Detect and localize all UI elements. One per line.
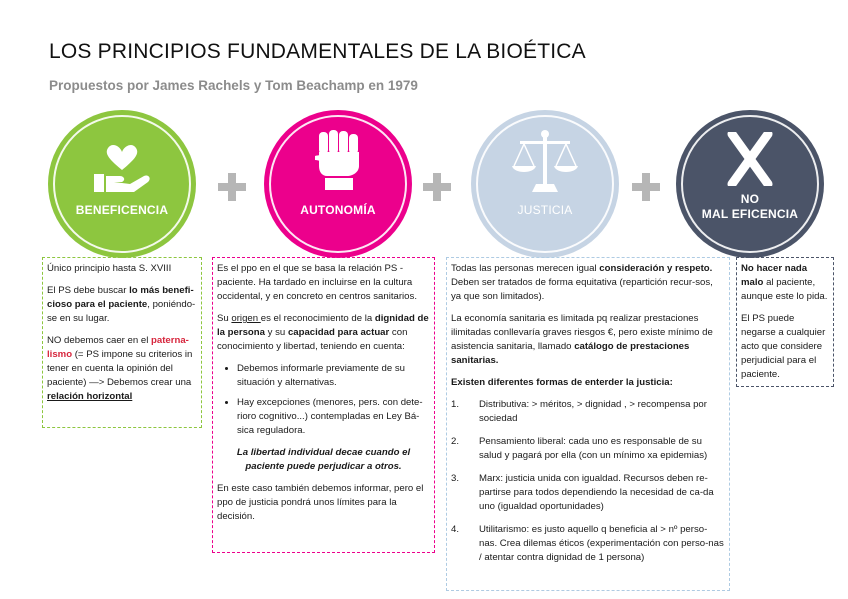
list-item: • Debemos informarle previamente de su situación y alternativas. <box>237 362 430 390</box>
no-maleficencia-circle <box>676 110 824 258</box>
list-item: 3. Marx: justicia unida con igualdad. Recursos deben re-partirse para todos dependiendo la necesidad de ca-da uno (igualdad oportunidades) <box>451 473 714 512</box>
no-maleficencia-text: El PS puede negarse a cualquier acto que considere perjudicial para el paciente. <box>741 313 826 380</box>
raised-fist-icon <box>313 128 363 192</box>
beneficencia-text: El PS debe buscar lo más benefi-cioso para el paciente, poniéndo-se en su lugar. <box>47 285 196 324</box>
beneficencia-text: Único principio hasta S. XVIII <box>47 263 172 274</box>
justicia-list <box>451 398 725 565</box>
autonomia-box <box>212 257 435 553</box>
beneficencia-circle <box>48 110 196 258</box>
justicia-box <box>446 257 730 591</box>
autonomia-text: En este caso también debemos informar, pero el ppo de justicia pondrá unos límites para la decisión. <box>217 483 424 522</box>
no-maleficencia-label: NO MAL EFICENCIA <box>701 192 799 221</box>
beneficencia-box <box>42 257 202 428</box>
justicia-heading: Existen diferentes formas de enterder la justicia: <box>451 377 673 388</box>
justicia-label: JUSTICIA <box>517 203 573 217</box>
hand-heart-icon <box>90 140 154 196</box>
autonomia-label: AUTONOMÍA <box>300 203 376 217</box>
autonomia-list <box>217 362 430 438</box>
page-title: LOS PRINCIPIOS FUNDAMENTALES DE LA BIOÉTICA <box>49 40 586 63</box>
autonomia-circle <box>264 110 412 258</box>
list-item: 2. Pensamiento liberal: cada uno es responsable de su salud y pagará por ella (con un mínimo xa epidemias) <box>451 436 708 461</box>
scales-icon <box>510 128 580 194</box>
autonomia-text: Su origen es el reconocimiento de la dignidad de la persona y su capacidad para actuar con conocimiento y libertad, teniendo en cuenta: <box>217 313 429 352</box>
list-item: • Hay excepciones (menores, pers. con dete-rioro cognitivo...) contempladas en Ley Bá-sica reguladora. <box>237 396 430 438</box>
autonomia-quote: La libertad individual decae cuando el paciente puede perjudicar a otros. <box>236 447 411 472</box>
x-icon <box>726 132 774 186</box>
list-item: 4. Utilitarismo: es justo aquello q beneficia al > nº perso-nas. Crea dilemas éticos (experimentación con perso-nas / atentar contra dignidad de 1 persona) <box>451 524 724 563</box>
list-item: 1. Distributiva: > méritos, > dignidad , > recompensa por sociedad <box>451 399 707 424</box>
justicia-text: Todas las personas merecen igual consideración y respeto. Deben ser tratados de forma equitativa (repartición recur-sos, ya que son limitados). <box>451 263 713 302</box>
no-maleficencia-text: No hacer nada malo al paciente, aunque este lo pida. <box>741 263 828 302</box>
justicia-text: La economía sanitaria es limitada pq realizar prestaciones ilimitadas conllevaría graves riesgos €, pero existe mínimo de asistencia sanitaria, llamado catálogo de prestaciones sanitarias. <box>451 313 713 366</box>
plus-icon <box>632 173 660 201</box>
plus-icon <box>423 173 451 201</box>
beneficencia-label: BENEFICENCIA <box>75 203 169 217</box>
beneficencia-text: NO debemos caer en el paterna-lismo (= PS impone su criterios in tener en cuenta la opinión del paciente) —> Debemos crear una relación horizontal <box>47 335 193 402</box>
page-subtitle: Propuestos por James Rachels y Tom Beachamp en 1979 <box>49 78 418 93</box>
plus-icon <box>218 173 246 201</box>
no-maleficencia-box <box>736 257 834 387</box>
autonomia-text: Es el ppo en el que se basa la relación PS - paciente. Ha tardado en incluirse en la cultura occidental, y en concreto en centros sanitarios. <box>217 263 417 302</box>
justicia-circle <box>471 110 619 258</box>
